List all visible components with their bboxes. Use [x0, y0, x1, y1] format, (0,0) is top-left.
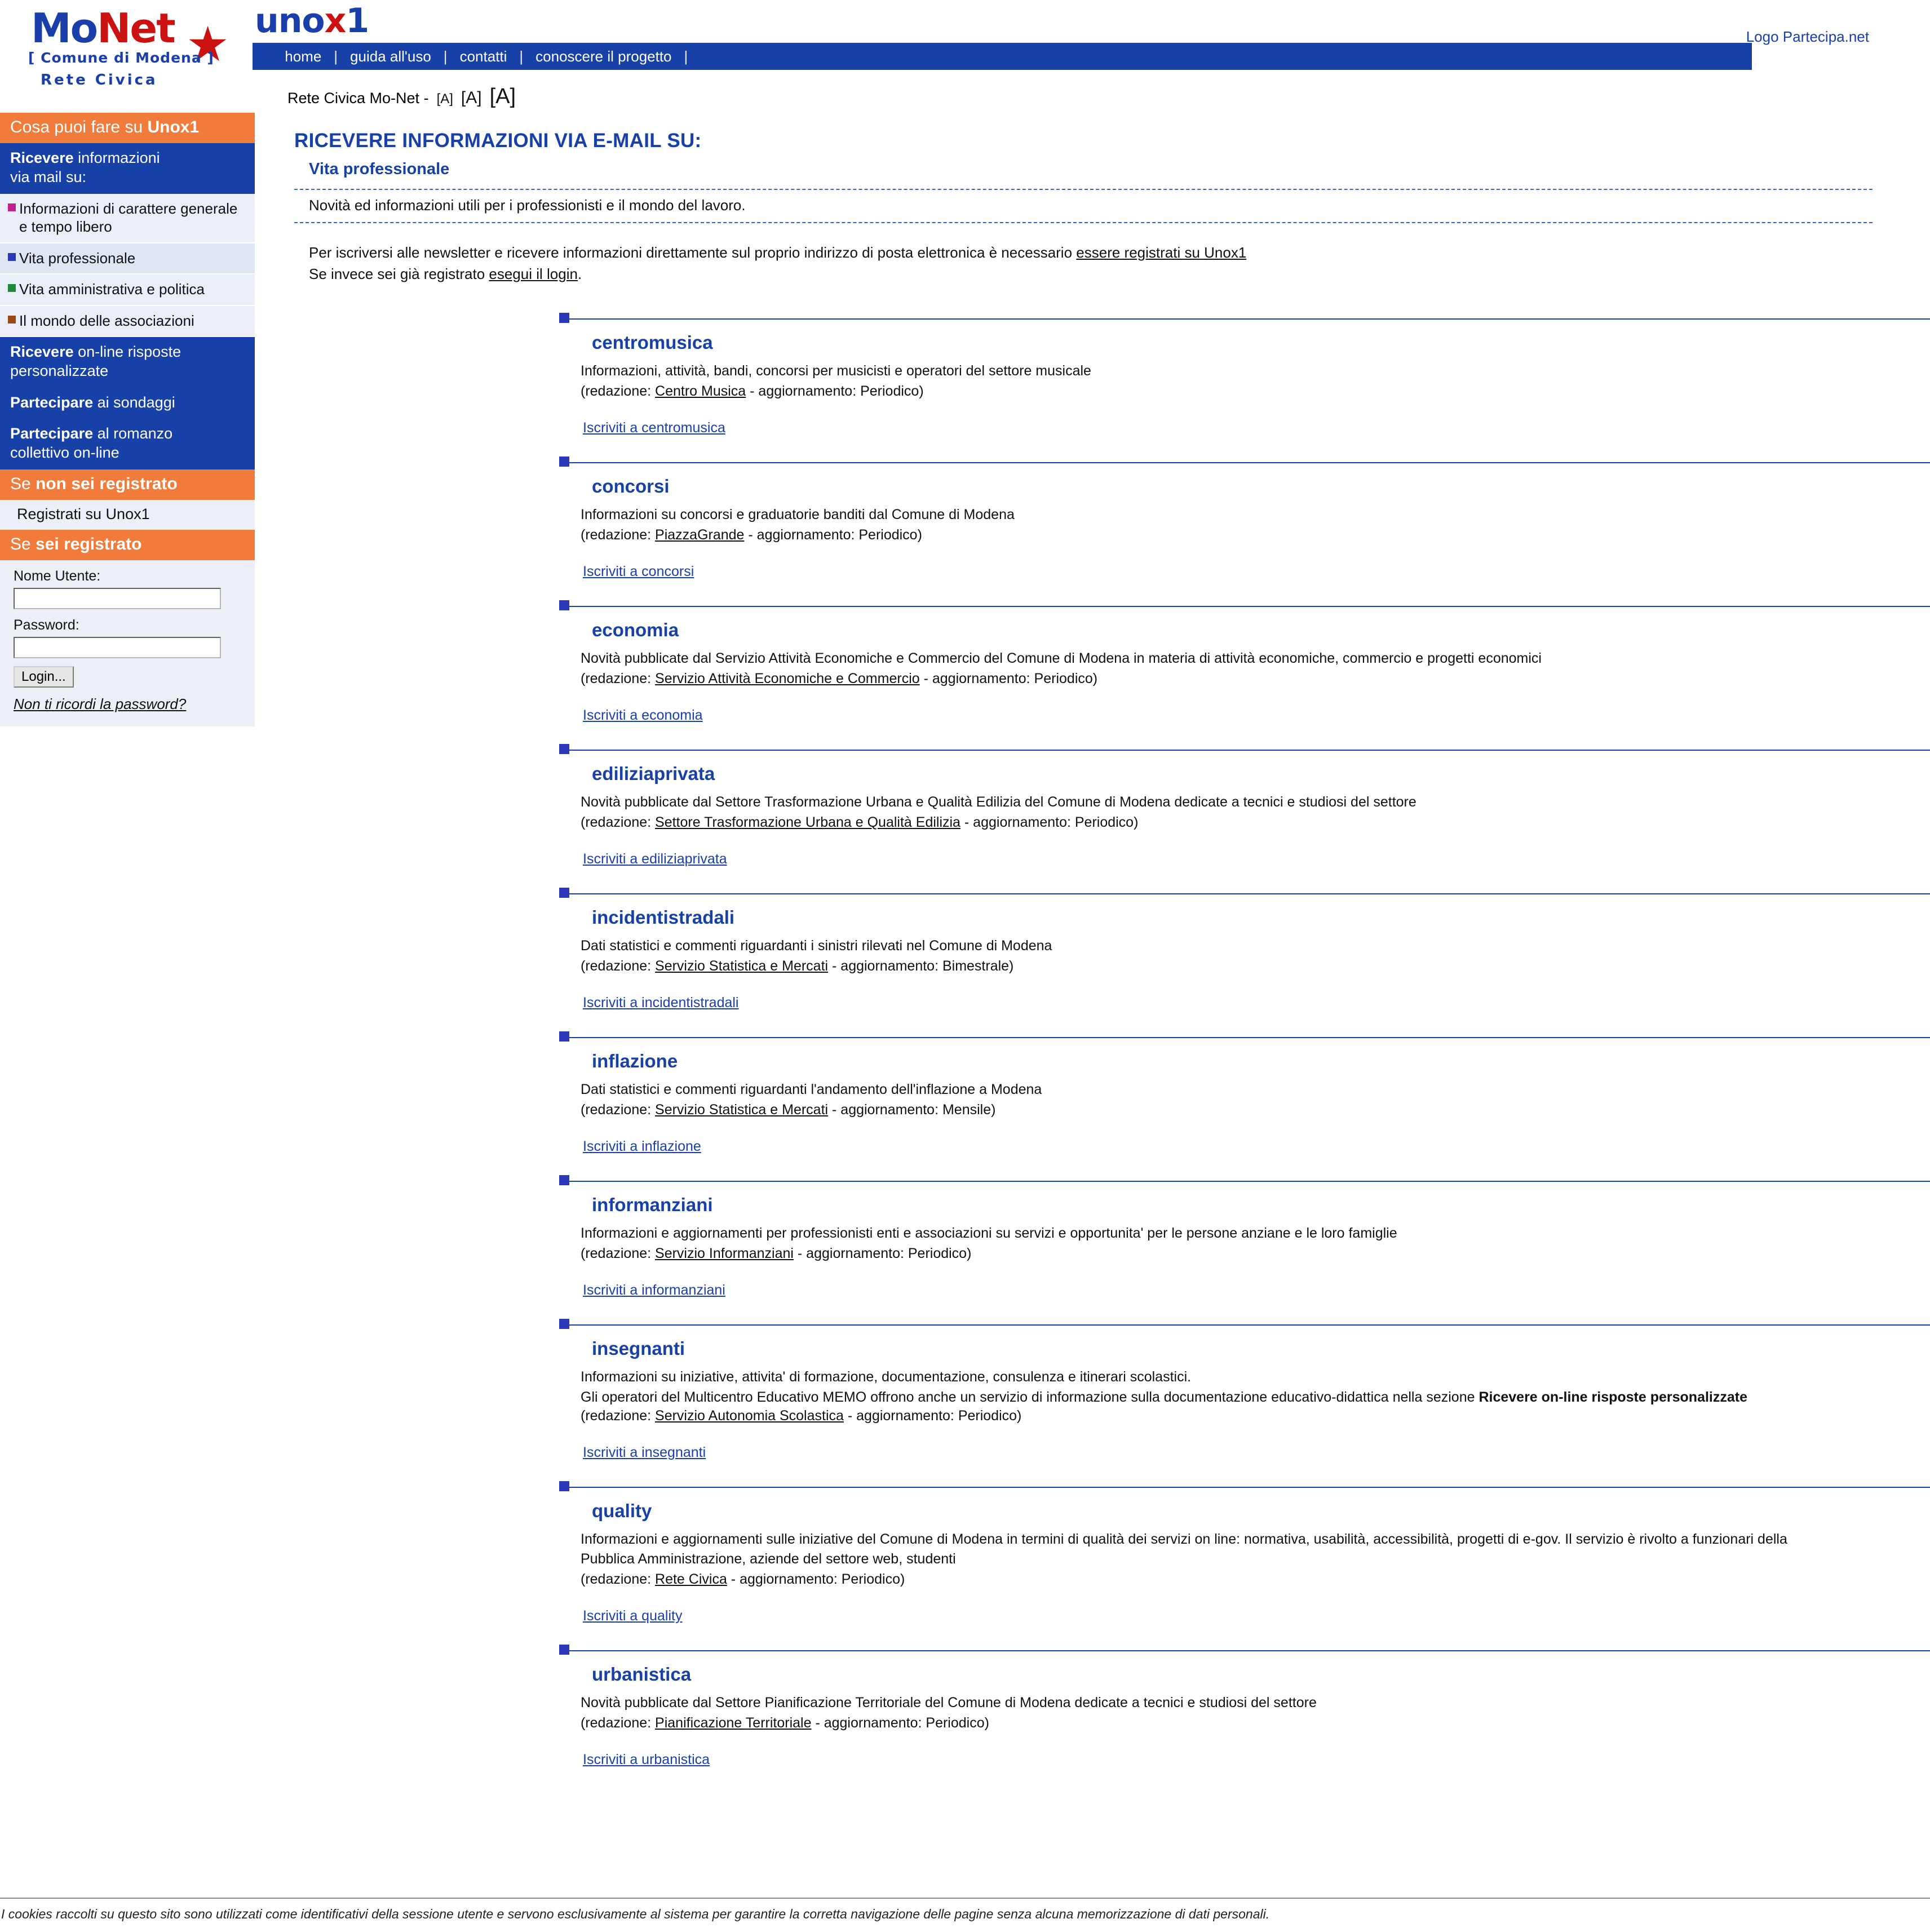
sidebar-section-sondaggi[interactable]: [0, 388, 255, 419]
nav-item-home[interactable]: home: [285, 47, 322, 65]
sidebar: [0, 113, 255, 726]
sidebar-section-line2: personalizzate: [10, 362, 109, 379]
sidebar-item-label: Informazioni di carattere generale e tempo libero: [19, 200, 238, 235]
newsletter-item: [255, 1037, 1878, 1181]
forgot-password-link[interactable]: Non ti ricordi la password?: [14, 695, 187, 712]
newsletter-description: Novità pubblicate dal Settore Trasformazione Urbana e Qualità Edilizia del Comune di Modena dedicate a tecnici e studiosi del settore: [581, 794, 1416, 810]
username-input[interactable]: [14, 588, 221, 609]
newsletter-editor-line: [255, 1713, 1878, 1731]
site-title-uno: uno: [255, 1, 325, 41]
sidebar-item-informazioni-generali[interactable]: [0, 194, 255, 243]
square-bullet-icon: [559, 313, 569, 323]
newsletter-item: [255, 1650, 1878, 1794]
newsletter-name: quality: [592, 1500, 652, 1522]
newsletter-list: [255, 318, 1878, 1794]
newsletter-editor-line: [255, 668, 1878, 687]
square-bullet-icon: [559, 457, 569, 467]
subscribe-link[interactable]: Iscriviti a quality: [583, 1608, 683, 1624]
password-label: Password:: [14, 617, 79, 633]
description-line2-text: Gli operatori del Multicentro Educativo MEMO offrono anche un servizio di informazione sulla documentazione educativo-didattica nella sezione: [581, 1389, 1479, 1406]
site-title: [255, 1, 369, 41]
nav-item-guida[interactable]: guida all'uso: [350, 47, 431, 65]
editor-suffix: - aggiornamento: Periodico): [843, 1408, 1022, 1424]
newsletter-description: Informazioni su iniziative, attivita' di formazione, documentazione, consulenza e itinerari scolastici.: [581, 1369, 1192, 1385]
editor-suffix: - aggiornamento: Periodico): [811, 1715, 989, 1731]
sidebar-item-label: Vita professionale: [19, 249, 136, 267]
editor-prefix: (redazione:: [581, 1408, 656, 1424]
editor-prefix: (redazione:: [581, 671, 656, 687]
square-bullet-icon: [559, 1031, 569, 1042]
sidebar-section-rest: al romanzo: [93, 425, 173, 442]
sidebar-section-strong: Ricevere: [10, 343, 74, 360]
newsletter-editor-line: [255, 812, 1878, 831]
intro-line1-text: Per iscriversi alle newsletter e ricevere informazioni direttamente sul proprio indirizzo di posta elettronica è necessario: [309, 244, 1077, 261]
newsletter-editor-line: [255, 1243, 1878, 1262]
username-label: Nome Utente:: [14, 568, 101, 584]
logo-subtitle-comune: [ Comune di Modena ]: [28, 50, 214, 66]
sidebar-title-strong: Unox1: [147, 118, 200, 136]
editor-suffix: - aggiornamento: Bimestrale): [828, 958, 1014, 974]
sidebar-section-strong: sei registrato: [36, 534, 142, 553]
sidebar-item-label: Il mondo delle associazioni: [19, 312, 194, 329]
square-bullet-icon: [8, 316, 16, 324]
sidebar-item-vita-amministrativa[interactable]: [0, 274, 255, 306]
editor-prefix: (redazione:: [581, 1571, 656, 1588]
newsletter-description: Dati statistici e commenti riguardanti l'andamento dell'inflazione a Modena: [581, 1082, 1042, 1098]
editor-link[interactable]: Pianificazione Territoriale: [655, 1715, 812, 1731]
main-navigation: [253, 43, 1752, 70]
register-link[interactable]: essere registrati su Unox1: [1076, 244, 1247, 261]
newsletter-description: Novità pubblicate dal Servizio Attività Economiche e Commercio del Comune di Modena in materia di attività economiche, commercio e progetti economici: [581, 650, 1542, 667]
newsletter-description: Informazioni, attività, bandi, concorsi per musicisti e operatori del settore musicale: [581, 363, 1091, 379]
sidebar-item-registrati[interactable]: Registrati su Unox1: [0, 500, 255, 530]
editor-link[interactable]: Servizio Attività Economiche e Commercio: [655, 671, 920, 687]
sidebar-section-line2: collettivo on-line: [10, 444, 119, 461]
newsletter-editor-line: [255, 525, 1878, 543]
page-subtitle-category: Vita professionale: [309, 160, 450, 178]
subscribe-link[interactable]: Iscriviti a concorsi: [583, 564, 694, 580]
monet-wordmark: [31, 5, 175, 52]
page-header: [0, 0, 1930, 113]
intro-line2-period: .: [577, 265, 582, 282]
subscribe-link[interactable]: Iscriviti a centromusica: [583, 420, 725, 436]
nav-separator: |: [443, 47, 448, 65]
sidebar-section-rest: on-line risposte: [73, 343, 182, 360]
sidebar-item-vita-professionale[interactable]: [0, 243, 255, 275]
subscribe-link[interactable]: Iscriviti a inflazione: [583, 1138, 701, 1155]
newsletter-item: [255, 1181, 1878, 1324]
login-button[interactable]: Login...: [14, 666, 74, 688]
subscribe-link[interactable]: Iscriviti a insegnanti: [583, 1444, 706, 1461]
breadcrumb-label: Rete Civica Mo-Net -: [287, 90, 429, 107]
newsletter-name: economia: [592, 619, 679, 641]
newsletter-description: Informazioni e aggiornamenti per professionisti enti e associazioni su servizi e opportunita' per le persone anziane e le loro famiglie: [581, 1225, 1397, 1242]
sidebar-section-strong: Partecipare: [10, 425, 94, 442]
editor-prefix: (redazione:: [581, 527, 656, 543]
newsletter-name: inflazione: [592, 1051, 678, 1072]
monet-logo[interactable]: [0, 0, 255, 108]
main-content: [255, 116, 1878, 1794]
footer-cookie-notice: I cookies raccolti su questo sito sono utilizzati come identificativi della sessione utente e servono esclusivamente al sistema per garantire la corretta navigazione delle pagine senza alcuna memorizzazione di dati personali.: [0, 1898, 1930, 1932]
square-bullet-icon: [559, 888, 569, 898]
partecipa-logo-link[interactable]: Logo Partecipa.net: [1746, 28, 1869, 45]
logo-subtitle-retecivica: Rete Civica: [41, 72, 158, 88]
newsletter-editor-line: [255, 1100, 1878, 1118]
newsletter-description: Novità pubblicate dal Settore Pianificazione Territoriale del Comune di Modena dedicate a tecnici e studiosi del settore: [581, 1695, 1317, 1711]
newsletter-item: [255, 1487, 1878, 1650]
newsletter-name: incidentistradali: [592, 907, 735, 928]
editor-prefix: (redazione:: [581, 383, 656, 400]
nav-separator: |: [334, 47, 338, 65]
newsletter-editor-line: [255, 1406, 1878, 1424]
newsletter-editor-line: [255, 381, 1878, 400]
editor-prefix: (redazione:: [581, 958, 656, 974]
page-title: RICEVERE INFORMAZIONI VIA E-MAIL SU:: [294, 130, 702, 152]
sidebar-section-strong: Partecipare: [10, 393, 94, 411]
editor-link[interactable]: Rete Civica: [655, 1571, 727, 1588]
newsletter-item: [255, 893, 1878, 1037]
text-size-small-button[interactable]: [A]: [436, 91, 453, 107]
password-input[interactable]: [14, 637, 221, 658]
subscribe-link[interactable]: Iscriviti a economia: [583, 707, 703, 724]
editor-prefix: (redazione:: [581, 1246, 656, 1262]
editor-suffix: - aggiornamento: Periodico): [744, 527, 922, 543]
nav-separator: |: [684, 47, 688, 65]
sidebar-section-sei-registrato: [0, 530, 255, 560]
editor-suffix: - aggiornamento: Mensile): [828, 1102, 996, 1118]
nav-item-conoscere-progetto[interactable]: conoscere il progetto: [535, 47, 672, 65]
newsletter-description: Informazioni su concorsi e graduatorie banditi dal Comune di Modena: [581, 507, 1015, 523]
sidebar-section-rest: ai sondaggi: [93, 393, 175, 411]
square-bullet-icon: [559, 1481, 569, 1491]
category-description: Novità ed informazioni utili per i professionisti e il mondo del lavoro.: [309, 197, 746, 214]
nav-separator: [268, 48, 272, 65]
editor-link[interactable]: Centro Musica: [655, 383, 746, 400]
square-bullet-icon: [559, 744, 569, 754]
editor-suffix: - aggiornamento: Periodico): [746, 383, 924, 400]
newsletter-item: [255, 606, 1878, 750]
editor-prefix: (redazione:: [581, 814, 656, 831]
sidebar-section-romanzo-collettivo[interactable]: [0, 419, 255, 469]
sidebar-section-prefix: Se: [10, 534, 36, 553]
subscribe-link[interactable]: Iscriviti a ediliziaprivata: [583, 851, 727, 867]
square-bullet-icon: [559, 1175, 569, 1185]
editor-suffix: - aggiornamento: Periodico): [960, 814, 1139, 831]
sidebar-title-prefix: Cosa puoi fare su: [10, 118, 148, 136]
sidebar-section-prefix: Se: [10, 474, 36, 493]
editor-link[interactable]: Servizio Statistica e Mercati: [655, 958, 829, 974]
newsletter-name: concorsi: [592, 476, 670, 497]
sidebar-section-risposte-personalizzate[interactable]: [0, 337, 255, 388]
subscribe-link[interactable]: Iscriviti a incidentistradali: [583, 995, 739, 1011]
logo-mo-text: Mo: [31, 5, 98, 52]
newsletter-name: ediliziaprivata: [592, 763, 715, 785]
newsletter-description: Informazioni e aggiornamenti sulle iniziative del Comune di Modena in termini di qualità dei servizi on line: normativa, usabilità, accessibilità, progetti di e-gov. Il servizio è rivolto a funzionari della Pubblica Amministrazione, aziende del settore web, studenti: [581, 1531, 1787, 1567]
newsletter-item: [255, 750, 1878, 893]
intro-line2-text: Se invece sei già registrato: [309, 265, 489, 282]
sidebar-section-line2: via mail su:: [10, 168, 87, 185]
square-bullet-icon: [8, 284, 16, 292]
sidebar-title: [0, 113, 255, 143]
sidebar-item-mondo-associazioni[interactable]: [0, 306, 255, 338]
editor-link[interactable]: PiazzaGrande: [655, 527, 745, 543]
editor-link[interactable]: Servizio Informanziani: [655, 1246, 794, 1262]
square-bullet-icon: [8, 253, 16, 261]
square-bullet-icon: [559, 1645, 569, 1655]
square-bullet-icon: [8, 203, 16, 211]
intro-text: [255, 223, 1878, 285]
sidebar-section-non-registrato: [0, 469, 255, 500]
editor-prefix: (redazione:: [581, 1102, 656, 1118]
login-form: [0, 560, 255, 726]
subscribe-link[interactable]: Iscriviti a informanziani: [583, 1282, 725, 1299]
editor-prefix: (redazione:: [581, 1715, 656, 1731]
sidebar-section-strong: Ricevere: [10, 149, 74, 166]
nav-item-contatti[interactable]: contatti: [459, 47, 507, 65]
newsletter-name: informanziani: [592, 1194, 713, 1216]
site-title-one: 1: [346, 1, 369, 41]
sidebar-section-rest: informazioni: [73, 149, 160, 166]
editor-link[interactable]: Settore Trasformazione Urbana e Qualità Edilizia: [655, 814, 960, 831]
text-size-medium-button[interactable]: [A]: [461, 88, 482, 107]
newsletter-name: centromusica: [592, 332, 713, 353]
site-title-x: x: [324, 1, 346, 41]
newsletter-item: [255, 318, 1878, 462]
star-icon: ★: [186, 17, 230, 72]
sidebar-section-ricevere-mail[interactable]: [0, 143, 255, 194]
text-size-large-button[interactable]: [A]: [489, 85, 516, 108]
editor-suffix: - aggiornamento: Periodico): [919, 671, 1098, 687]
sidebar-section-strong: non sei registrato: [36, 474, 178, 493]
newsletter-editor-line: [255, 1569, 1878, 1588]
square-bullet-icon: [559, 1319, 569, 1329]
subscribe-link[interactable]: Iscriviti a urbanistica: [583, 1752, 710, 1768]
newsletter-description-line2: [255, 1387, 1878, 1406]
newsletter-editor-line: [255, 956, 1878, 974]
editor-suffix: - aggiornamento: Periodico): [727, 1571, 905, 1588]
login-link[interactable]: esegui il login: [489, 265, 578, 282]
newsletter-description: Dati statistici e commenti riguardanti i sinistri rilevati nel Comune di Modena: [581, 938, 1052, 954]
sidebar-item-label: Vita amministrativa e politica: [19, 281, 205, 298]
description-line2-bold: Ricevere on-line risposte personalizzate: [1479, 1389, 1748, 1406]
newsletter-name: urbanistica: [592, 1664, 692, 1685]
newsletter-name: insegnanti: [592, 1338, 685, 1359]
square-bullet-icon: [559, 600, 569, 610]
editor-suffix: - aggiornamento: Periodico): [793, 1246, 972, 1262]
editor-link[interactable]: Servizio Autonomia Scolastica: [655, 1408, 844, 1424]
nav-separator: |: [519, 47, 524, 65]
newsletter-item: [255, 462, 1878, 606]
breadcrumb: [287, 85, 516, 109]
logo-net-text: Net: [97, 5, 175, 52]
newsletter-item: [255, 1324, 1878, 1487]
editor-link[interactable]: Servizio Statistica e Mercati: [655, 1102, 829, 1118]
